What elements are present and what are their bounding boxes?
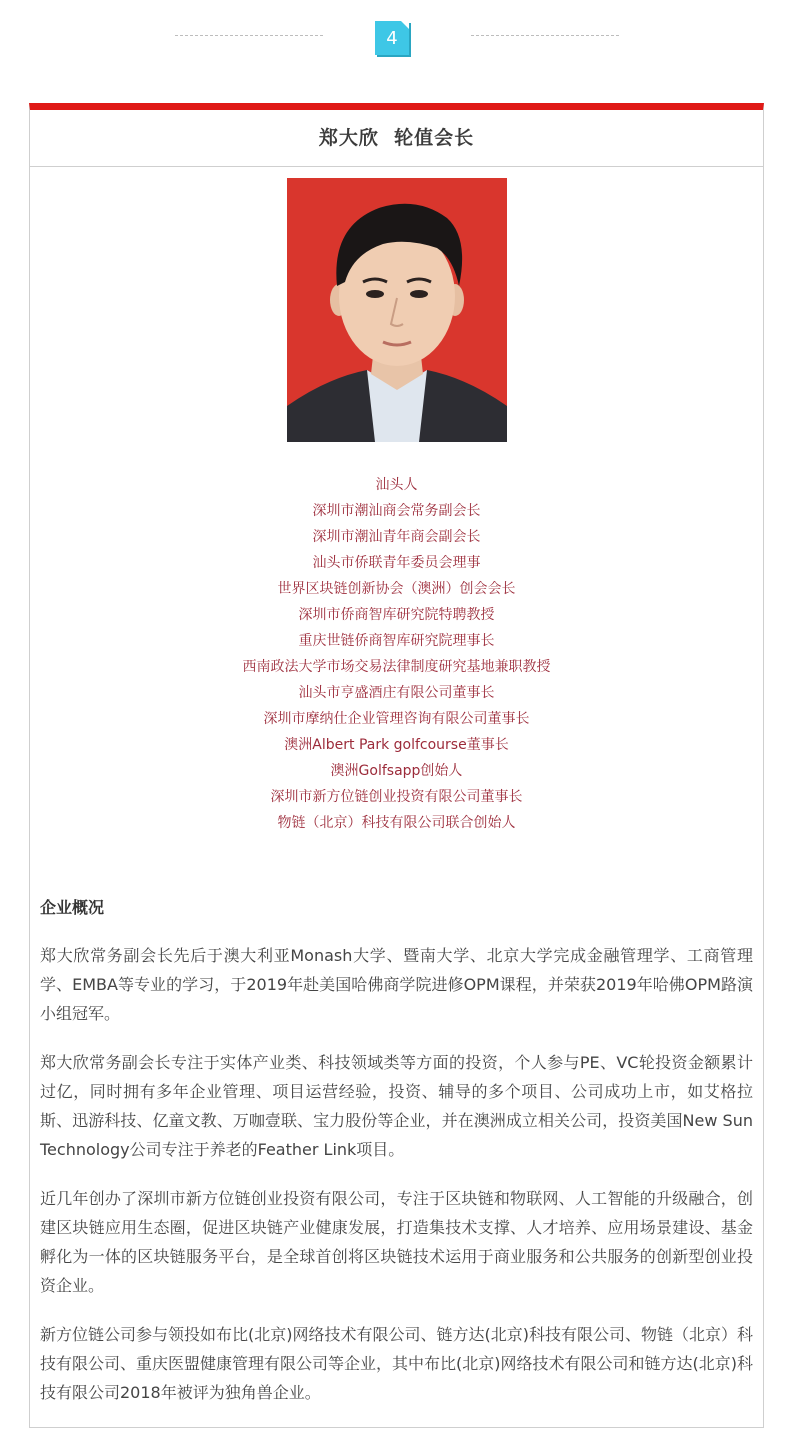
overview-paragraph: 新方位链公司参与领投如布比(北京)网络技术有限公司、链方达(北京)科技有限公司、物链（北京）科技有限公司、重庆医盟健康管理有限公司等企业，其中布比(北京)网络技术有限公司和链方达(北京)科技有限公司2018年被评为独角兽企业。 xyxy=(40,1325,753,1402)
role-item: 物链（北京）科技有限公司联合创始人 xyxy=(277,815,516,831)
role-item: 汕头市侨联青年委员会理事 xyxy=(312,555,481,571)
company-overview xyxy=(40,895,753,1427)
profile-card xyxy=(29,103,764,1428)
overview-paragraph: 近几年创办了深圳市新方位链创业投资有限公司，专注于区块链和物联网、人工智能的升级融合，创建区块链应用生态圈，促进区块链产业健康发展，打造集技术支撑、人才培养、应用场景建设、基金孵化为一体的区块链服务平台，是全球首创将区块链技术运用于商业服务和公共服务的创新型创业投资企业。 xyxy=(40,1189,753,1295)
overview-paragraph: 郑大欣常务副会长专注于实体产业类、科技领域类等方面的投资，个人参与PE、VC轮投资金额累计过亿，同时拥有多年企业管理、项目运营经验，投资、辅导的多个项目、公司成功上市，如艾格拉斯、迅游科技、亿童文教、万咖壹联、宝力股份等企业，并在澳洲成立相关公司，投资美国New Sun Technology公司专注于养老的Feather Link项目。 xyxy=(40,1053,753,1159)
section-number-badge xyxy=(375,21,409,55)
role-item: 重庆世链侨商智库研究院理事长 xyxy=(298,633,495,649)
role-item: 澳洲Golfsapp创始人 xyxy=(330,763,463,779)
role-item: 深圳市潮汕商会常务副会长 xyxy=(312,503,481,519)
badge-number: 4 xyxy=(386,28,398,49)
role-item: 澳洲Albert Park golfcourse董事长 xyxy=(284,737,509,753)
person-portrait-icon xyxy=(287,178,507,442)
divider-right xyxy=(471,35,619,36)
overview-paragraph: 郑大欣常务副会长先后于澳大利亚Monash大学、暨南大学、北京大学完成金融管理学、工商管理学、EMBA等专业的学习，于2019年赴美国哈佛商学院进修OPM课程，并荣获2019年哈佛OPM路演小组冠军。 xyxy=(40,946,753,1023)
role-item: 西南政法大学市场交易法律制度研究基地兼职教授 xyxy=(242,659,551,675)
role-item: 深圳市侨商智库研究院特聘教授 xyxy=(298,607,495,623)
section-header xyxy=(0,0,800,103)
role-item: 深圳市摩纳仕企业管理咨询有限公司董事长 xyxy=(263,711,530,727)
role-item: 世界区块链创新协会（澳洲）创会会长 xyxy=(277,581,516,597)
divider-left xyxy=(175,35,323,36)
overview-heading: 企业概况 xyxy=(40,898,105,917)
badge-fold-corner xyxy=(401,21,409,29)
role-item: 深圳市潮汕青年商会副会长 xyxy=(312,529,481,545)
role-item: 汕头市亨盛酒庄有限公司董事长 xyxy=(298,685,495,701)
role-item: 深圳市新方位链创业投资有限公司董事长 xyxy=(270,789,523,805)
role-list xyxy=(30,472,763,836)
portrait-photo xyxy=(287,178,507,442)
role-item: 汕头人 xyxy=(375,477,418,493)
profile-title: 郑大欣 轮值会长 xyxy=(30,110,763,167)
